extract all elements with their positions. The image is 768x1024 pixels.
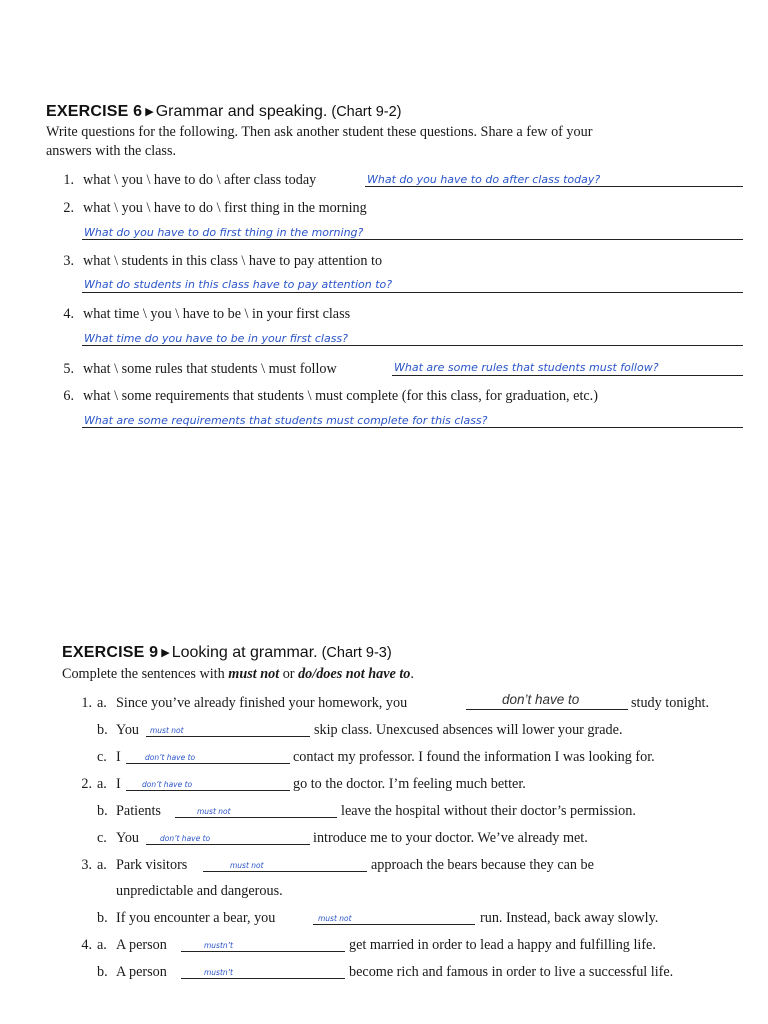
exercise-9-item-1b-answer[interactable]: must not — [150, 726, 184, 735]
exercise-9-item-1a-blank — [466, 709, 628, 710]
exercise-6-item-5-number: 5. — [63, 361, 74, 377]
exercise-6-item-2-number: 2. — [63, 200, 74, 216]
exercise-9-item-3b-after: run. Instead, back away slowly. — [480, 910, 659, 926]
instructions-must-not: must not — [228, 666, 280, 682]
exercise-9-item-1b-letter: b. — [97, 722, 108, 738]
exercise-9-item-2a-before: I — [116, 776, 121, 792]
triangle-bullet-icon: ▶ — [161, 647, 170, 659]
instructions-period: . — [410, 666, 414, 682]
exercise-6-instructions-line1: Write questions for the following. Then ask another student these questions. Share a few of your — [46, 124, 593, 140]
exercise-6-item-6-number: 6. — [63, 388, 74, 404]
exercise-6-chart-ref: (Chart 9-2) — [331, 104, 402, 120]
exercise-9-item-1a-after: study tonight. — [631, 695, 710, 711]
exercise-9-item-3b-before: If you encounter a bear, you — [116, 910, 276, 926]
exercise-9-item-4a-before: A person — [116, 937, 167, 953]
exercise-9-item-2c-before: You — [116, 830, 140, 846]
exercise-9-item-1a-before: Since you’ve already finished your homework, you — [116, 695, 408, 711]
exercise-9-item-2b-before: Patients — [116, 803, 161, 819]
exercise-6-item-3-answer-line — [82, 292, 743, 293]
exercise-6-item-4-answer-line — [82, 345, 743, 346]
exercise-9-item-3a-before: Park visitors — [116, 857, 188, 873]
instructions-do-not-have-to: do/does not have to — [298, 666, 411, 682]
exercise-9-item-4-number: 4. — [81, 937, 92, 953]
exercise-9-instructions — [62, 666, 414, 683]
exercise-6-item-6-answer-line — [82, 427, 743, 428]
exercise-9-item-4b-blank — [181, 978, 345, 979]
exercise-9-item-4a-letter: a. — [97, 937, 107, 953]
exercise-9-item-3b-answer[interactable]: must not — [318, 914, 352, 923]
exercise-9-item-4a-after: get married in order to lead a happy and fulfilling life. — [349, 937, 656, 953]
exercise-9-item-1c-after: contact my professor. I found the information I was looking for. — [293, 749, 655, 765]
exercise-6-heading — [46, 103, 401, 121]
exercise-9-item-2b-after: leave the hospital without their doctor’s permission. — [341, 803, 636, 819]
exercise-9-item-2c-letter: c. — [97, 830, 107, 846]
exercise-9-item-4a-answer[interactable]: mustn’t — [204, 941, 233, 950]
exercise-6-item-4-number: 4. — [63, 306, 74, 322]
exercise-9-item-2c-blank — [146, 844, 310, 845]
exercise-6-item-2-answer-line — [82, 239, 743, 240]
exercise-9-item-1b-after: skip class. Unexcused absences will lower your grade. — [314, 722, 623, 738]
exercise-9-item-2b-blank — [175, 817, 337, 818]
exercise-9-item-4b-answer[interactable]: mustn’t — [204, 968, 233, 977]
exercise-6-item-3-number: 3. — [63, 253, 74, 269]
instructions-or: or — [279, 666, 299, 682]
exercise-9-item-2c-answer[interactable]: don’t have to — [160, 834, 211, 843]
exercise-9-item-1a-letter: a. — [97, 695, 107, 711]
exercise-6-item-6-answer[interactable]: What are some requirements that students must complete for this class? — [84, 414, 488, 427]
exercise-9-chart-ref: (Chart 9-3) — [321, 645, 392, 661]
exercise-9-item-3a-answer[interactable]: must not — [230, 861, 264, 870]
exercise-6-item-2-prompt: what \ you \ have to do \ first thing in the morning — [83, 200, 367, 216]
exercise-6-item-2-answer[interactable]: What do you have to do first thing in the morning? — [84, 226, 364, 239]
exercise-6-instructions-line2: answers with the class. — [46, 143, 177, 159]
exercise-9-item-1b-before: You — [116, 722, 140, 738]
exercise-9-item-4b-letter: b. — [97, 964, 108, 980]
exercise-9-item-1b-blank — [146, 736, 310, 737]
exercise-9-item-2a-letter: a. — [97, 776, 107, 792]
exercise-6-item-1-answer[interactable]: What do you have to do after class today? — [367, 173, 601, 186]
exercise-9-item-2b-letter: b. — [97, 803, 108, 819]
exercise-9-item-2c-after: introduce me to your doctor. We’ve already met. — [313, 830, 588, 846]
exercise-9-item-2a-blank — [126, 790, 290, 791]
exercise-6-item-5-answer[interactable]: What are some rules that students must follow? — [394, 361, 659, 374]
exercise-9-item-1-number: 1. — [81, 695, 92, 711]
exercise-9-item-1c-before: I — [116, 749, 121, 765]
exercise-6-item-4-prompt: what time \ you \ have to be \ in your first class — [83, 306, 351, 322]
exercise-9-item-2b-answer[interactable]: must not — [197, 807, 231, 816]
exercise-9-item-2a-after: go to the doctor. I’m feeling much better. — [293, 776, 526, 792]
exercise-9-item-4b-before: A person — [116, 964, 167, 980]
exercise-9-item-3a-after: approach the bears because they can be — [371, 857, 594, 873]
exercise-6-title: Grammar and speaking. — [155, 103, 328, 120]
exercise-6-label: EXERCISE 6 — [46, 103, 143, 120]
exercise-9-label: EXERCISE 9 — [62, 644, 159, 661]
exercise-9-item-2-number: 2. — [81, 776, 92, 792]
exercise-9-item-3-number: 3. — [81, 857, 92, 873]
exercise-6-item-1-prompt: what \ you \ have to do \ after class today — [83, 172, 317, 188]
exercise-6-item-3-prompt: what \ students in this class \ have to pay attention to — [83, 253, 383, 269]
exercise-9-item-3a-continuation: unpredictable and dangerous. — [116, 883, 283, 899]
exercise-6-item-4-answer[interactable]: What time do you have to be in your first class? — [84, 332, 349, 345]
exercise-9-item-1c-letter: c. — [97, 749, 107, 765]
triangle-bullet-icon: ▶ — [145, 106, 154, 118]
exercise-9-item-4b-after: become rich and famous in order to live a successful life. — [349, 964, 674, 980]
exercise-9-item-3b-letter: b. — [97, 910, 108, 926]
exercise-6-item-1-answer-line — [365, 186, 743, 187]
instructions-text: Complete the sentences with — [62, 666, 229, 682]
exercise-9-item-4a-blank — [181, 951, 345, 952]
exercise-9-item-1a-answer[interactable]: don’t have to — [502, 692, 580, 707]
exercise-9-item-2a-answer[interactable]: don’t have to — [142, 780, 193, 789]
exercise-9-item-1c-blank — [126, 763, 290, 764]
exercise-6-item-5-answer-line — [392, 375, 743, 376]
exercise-9-item-3a-blank — [203, 871, 367, 872]
exercise-9-title: Looking at grammar. — [171, 644, 318, 661]
exercise-9-item-3b-blank — [313, 924, 475, 925]
exercise-9-heading — [62, 644, 392, 662]
exercise-6-item-6-prompt: what \ some requirements that students \ must complete (for this class, for graduation, etc.) — [83, 388, 598, 404]
exercise-9-item-3a-letter: a. — [97, 857, 107, 873]
exercise-9-item-1c-answer[interactable]: don’t have to — [145, 753, 196, 762]
exercise-6-item-1-number: 1. — [63, 172, 74, 188]
exercise-6-item-5-prompt: what \ some rules that students \ must follow — [83, 361, 337, 377]
exercise-6-item-3-answer[interactable]: What do students in this class have to pay attention to? — [84, 278, 393, 291]
